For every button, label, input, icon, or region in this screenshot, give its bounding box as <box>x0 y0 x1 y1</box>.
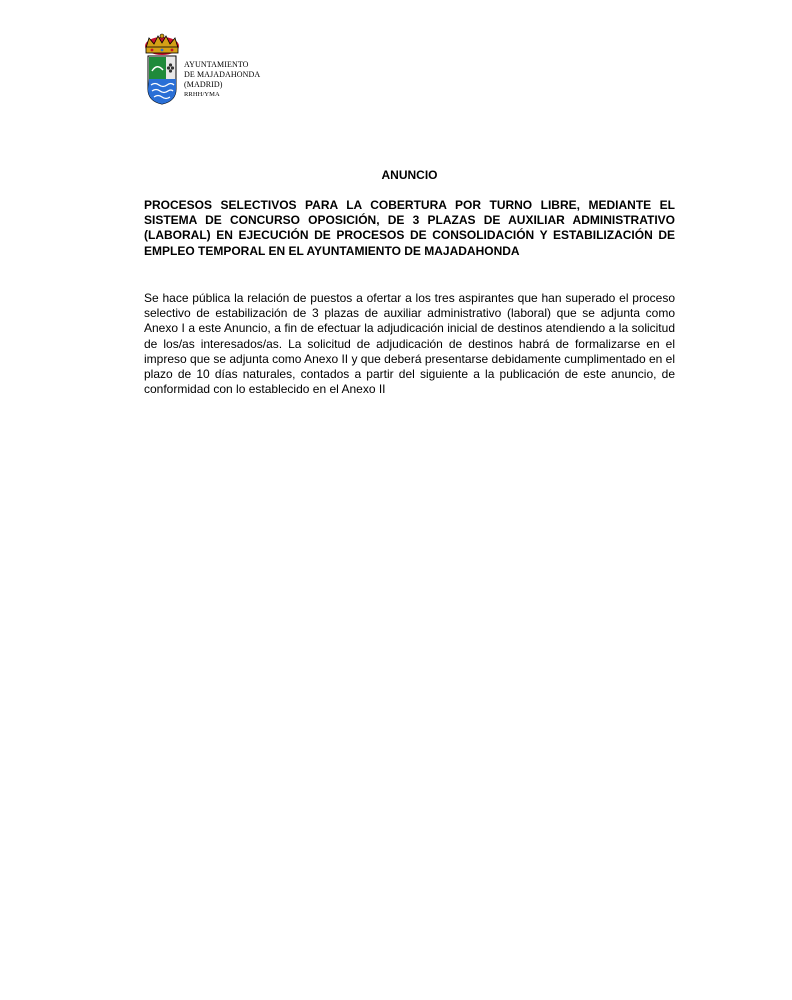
org-name-line-1: AYUNTAMIENTO <box>184 60 249 69</box>
document-heading: PROCESOS SELECTIVOS PARA LA COBERTURA POR TURNO LIBRE, MEDIANTE EL SISTEMA DE CONCURSO OPOSICIÓN, DE 3 PLAZAS DE AUXILIAR ADMINISTRATIVO (LABORAL) EN EJECUCIÓN DE PROCESOS DE CONSOLIDACIÓN Y ESTABILIZACIÓN DE EMPLEO TEMPORAL EN EL AYUNTAMIENTO DE MAJADAHONDA <box>144 198 675 258</box>
document-body: Se hace pública la relación de puestos a ofertar a los tres aspirantes que han superado el proceso selectivo de estabilización de 3 plazas de auxiliar administrativo (laboral) que se adjunta como Anexo I a este Anuncio, a fin de efectuar la adjudicación inicial de destinos atendiendo a la solicitud de los/as interesados/as. La solicitud de adjudicación de destinos habrá de formalizarse en el impreso que se adjunta como Anexo II y que deberá presentarse debidamente cumplimentado en el plazo de 10 días naturales, contados a partir del siguiente a la publicación de este anuncio, de conformidad con lo establecido en el Anexo II <box>144 291 675 397</box>
org-region: (MADRID) <box>184 80 223 89</box>
coat-of-arms-icon <box>143 33 181 105</box>
letterhead-text <box>184 60 260 100</box>
department-code: RRHH/YMA <box>184 91 220 98</box>
org-name-line-2: DE MAJADAHONDA <box>184 70 261 79</box>
document-title: ANUNCIO <box>381 168 438 182</box>
letterhead <box>143 33 343 107</box>
